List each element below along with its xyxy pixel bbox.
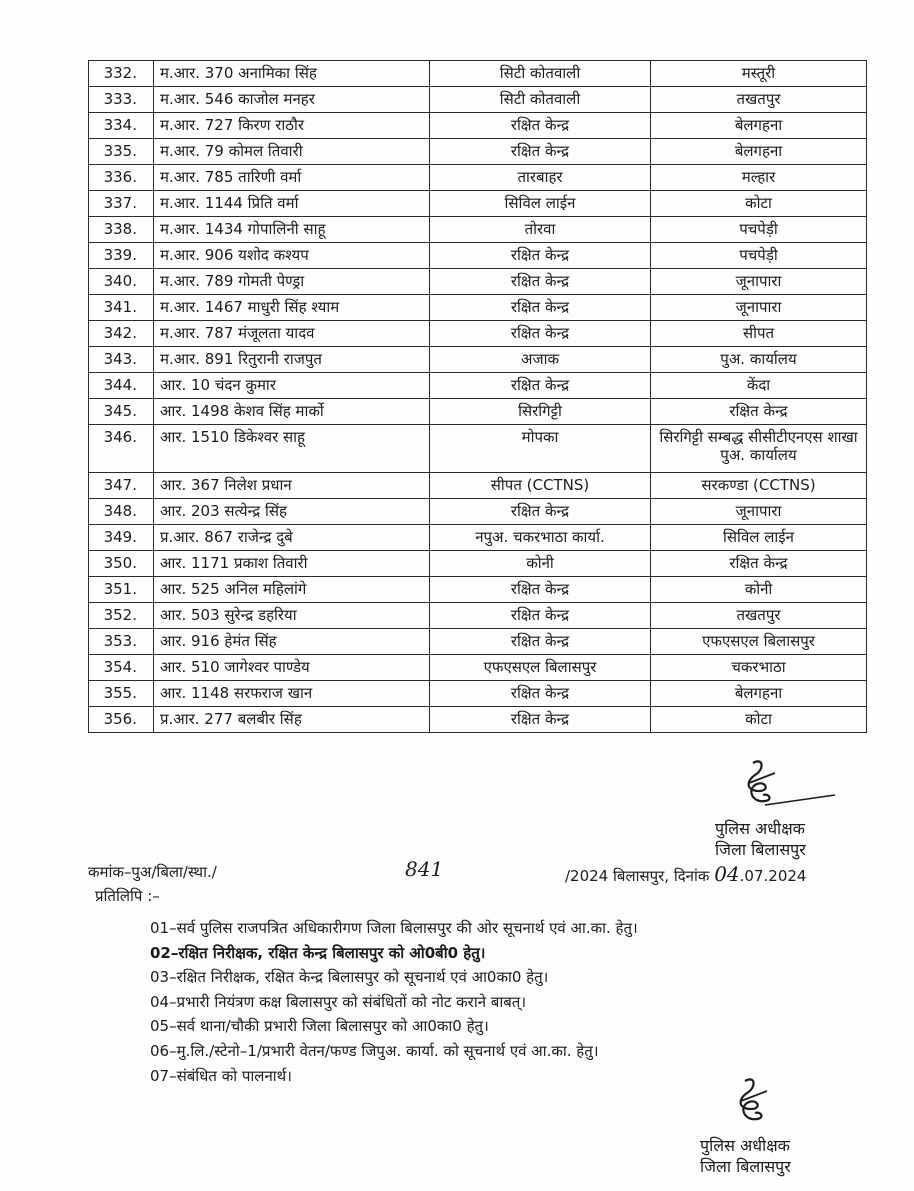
serial-number: 333. xyxy=(89,87,154,113)
employee-name: म.आर. 891 रितुरानी राजपुत xyxy=(154,347,430,373)
table-row xyxy=(89,603,867,629)
current-posting: सिटी कोतवाली xyxy=(430,61,651,87)
employee-name: म.आर. 79 कोमल तिवारी xyxy=(154,139,430,165)
serial-number: 353. xyxy=(89,629,154,655)
current-posting: रक्षित केन्द्र xyxy=(430,321,651,347)
new-posting: जूनापारा xyxy=(651,295,867,321)
new-posting: पुअ. कार्यालय xyxy=(651,347,867,373)
signature-block-2 xyxy=(700,1135,791,1177)
current-posting: रक्षित केन्द्र xyxy=(430,373,651,399)
copy-item: 03–रक्षित निरीक्षक, रक्षित केन्द्र बिलासपुर को सूचनार्थ एवं आ0का0 हेतु। xyxy=(150,968,549,987)
current-posting: रक्षित केन्द्र xyxy=(430,603,651,629)
table-row xyxy=(89,473,867,499)
copy-list xyxy=(150,916,638,1088)
table-row xyxy=(89,399,867,425)
employee-name: आर. 1171 प्रकाश तिवारी xyxy=(154,551,430,577)
employee-name: म.आर. 546 काजोल मनहर xyxy=(154,87,430,113)
date-prefix: /2024 बिलासपुर, दिनांक xyxy=(565,867,710,885)
copy-item: 06–मु.लि./स्टेनो–1/प्रभारी वेतन/फण्ड जिपुअ. कार्या. को सूचनार्थ एवं आ.का. हेतु। xyxy=(150,1041,599,1060)
new-posting: पचपेड़ी xyxy=(651,217,867,243)
signatory-district: जिला बिलासपुर xyxy=(715,840,806,859)
current-posting: एफएसएल बिलासपुर xyxy=(430,655,651,681)
serial-number: 340. xyxy=(89,269,154,295)
new-posting: बेलगहना xyxy=(651,681,867,707)
employee-name: म.आर. 727 किरण राठौर xyxy=(154,113,430,139)
serial-number: 341. xyxy=(89,295,154,321)
employee-name: म.आर. 1144 प्रिति वर्मा xyxy=(154,191,430,217)
employee-name: प्र.आर. 867 राजेन्द्र दुबे xyxy=(154,525,430,551)
employee-name: आर. 10 चंदन कुमार xyxy=(154,373,430,399)
serial-number: 338. xyxy=(89,217,154,243)
table-row xyxy=(89,61,867,87)
table-row xyxy=(89,373,867,399)
current-posting: तोरवा xyxy=(430,217,651,243)
current-posting: सिटी कोतवाली xyxy=(430,87,651,113)
serial-number: 337. xyxy=(89,191,154,217)
employee-name: आर. 203 सत्येन्द्र सिंह xyxy=(154,499,430,525)
new-posting: बेलगहना xyxy=(651,139,867,165)
table-row xyxy=(89,191,867,217)
serial-number: 354. xyxy=(89,655,154,681)
employee-name: आर. 1510 डिकेश्वर साहू xyxy=(154,425,430,473)
table-row xyxy=(89,321,867,347)
signatory-district: जिला बिलासपुर xyxy=(700,1157,791,1176)
new-posting: रक्षित केन्द्र xyxy=(651,399,867,425)
new-posting: सिविल लाईन xyxy=(651,525,867,551)
employee-name: म.आर. 787 मंजूलता यादव xyxy=(154,321,430,347)
new-posting: मस्तूरी xyxy=(651,61,867,87)
new-posting: केंदा xyxy=(651,373,867,399)
table-row xyxy=(89,139,867,165)
employee-name: म.आर. 1467 माधुरी सिंह श्याम xyxy=(154,295,430,321)
copy-item: 05–सर्व थाना/चौकी प्रभारी जिला बिलासपुर को आ0का0 हेतु। xyxy=(150,1017,489,1036)
serial-number: 336. xyxy=(89,165,154,191)
new-posting: पचपेड़ी xyxy=(651,243,867,269)
serial-number: 356. xyxy=(89,707,154,733)
serial-number: 349. xyxy=(89,525,154,551)
signature-2 xyxy=(725,1075,815,1135)
table-row xyxy=(89,295,867,321)
serial-number: 334. xyxy=(89,113,154,139)
employee-name: प्र.आर. 277 बलबीर सिंह xyxy=(154,707,430,733)
current-posting: रक्षित केन्द्र xyxy=(430,707,651,733)
table-row xyxy=(89,217,867,243)
table-row xyxy=(89,551,867,577)
copy-item: 02–रक्षित निरीक्षक, रक्षित केन्द्र बिलासपुर को ओ0बी0 हेतु। xyxy=(150,943,486,962)
copy-heading: प्रतिलिपि :– xyxy=(95,887,160,905)
reference-number: 841 xyxy=(405,857,444,881)
employee-name: म.आर. 789 गोमती पेण्ड्रा xyxy=(154,269,430,295)
transfer-table xyxy=(88,60,867,733)
new-posting: रक्षित केन्द्र xyxy=(651,551,867,577)
copy-item: 01–सर्व पुलिस राजपत्रित अधिकारीगण जिला बिलासपुर की ओर सूचनार्थ एवं आ.का. हेतु। xyxy=(150,919,638,937)
table-row xyxy=(89,707,867,733)
new-posting: जूनापारा xyxy=(651,499,867,525)
current-posting: रक्षित केन्द्र xyxy=(430,681,651,707)
new-posting: तखतपुर xyxy=(651,603,867,629)
employee-name: म.आर. 1434 गोपालिनी साहू xyxy=(154,217,430,243)
serial-number: 352. xyxy=(89,603,154,629)
serial-number: 350. xyxy=(89,551,154,577)
new-posting: सीपत xyxy=(651,321,867,347)
current-posting: रक्षित केन्द्र xyxy=(430,295,651,321)
serial-number: 343. xyxy=(89,347,154,373)
serial-number: 346. xyxy=(89,425,154,473)
employee-name: आर. 1148 सरफराज खान xyxy=(154,681,430,707)
serial-number: 335. xyxy=(89,139,154,165)
new-posting: बेलगहना xyxy=(651,113,867,139)
current-posting: रक्षित केन्द्र xyxy=(430,499,651,525)
employee-name: म.आर. 370 अनामिका सिंह xyxy=(154,61,430,87)
reference-prefix: कमांक–पुअ/बिला/स्था./ xyxy=(88,863,217,881)
current-posting: रक्षित केन्द्र xyxy=(430,243,651,269)
employee-name: म.आर. 785 तारिणी वर्मा xyxy=(154,165,430,191)
current-posting: अजाक xyxy=(430,347,651,373)
new-posting: सरकण्डा (CCTNS) xyxy=(651,473,867,499)
current-posting: सिरगिट्टी xyxy=(430,399,651,425)
signature-1 xyxy=(735,755,845,815)
current-posting: नपुअ. चकरभाठा कार्या. xyxy=(430,525,651,551)
table-row xyxy=(89,87,867,113)
current-posting: रक्षित केन्द्र xyxy=(430,113,651,139)
table-row xyxy=(89,499,867,525)
table-row xyxy=(89,113,867,139)
current-posting: रक्षित केन्द्र xyxy=(430,577,651,603)
employee-name: आर. 1498 केशव सिंह मार्को xyxy=(154,399,430,425)
current-posting: सीपत (CCTNS) xyxy=(430,473,651,499)
serial-number: 348. xyxy=(89,499,154,525)
table-row xyxy=(89,629,867,655)
new-posting: जूनापारा xyxy=(651,269,867,295)
new-posting: कोटा xyxy=(651,191,867,217)
signatory-title: पुलिस अधीक्षक xyxy=(700,1136,790,1155)
table-row xyxy=(89,681,867,707)
copy-item: 04–प्रभारी नियंत्रण कक्ष बिलासपुर को संबंधितों को नोट कराने बाबत्। xyxy=(150,992,527,1011)
current-posting: रक्षित केन्द्र xyxy=(430,269,651,295)
serial-number: 339. xyxy=(89,243,154,269)
current-posting: मोपका xyxy=(430,425,651,473)
current-posting: कोनी xyxy=(430,551,651,577)
current-posting: रक्षित केन्द्र xyxy=(430,139,651,165)
serial-number: 347. xyxy=(89,473,154,499)
employee-name: आर. 367 निलेश प्रधान xyxy=(154,473,430,499)
table-row xyxy=(89,655,867,681)
new-posting: मल्हार xyxy=(651,165,867,191)
copy-item: 07–संबंधित को पालनार्थ। xyxy=(150,1066,292,1085)
signature-block-1 xyxy=(715,818,806,860)
table-row xyxy=(89,347,867,373)
employee-name: आर. 525 अनिल महिलांगे xyxy=(154,577,430,603)
current-posting: सिविल लाईन xyxy=(430,191,651,217)
new-posting: एफएसएल बिलासपुर xyxy=(651,629,867,655)
date-suffix: .07.2024 xyxy=(739,867,807,885)
new-posting: कोटा xyxy=(651,707,867,733)
employee-name: आर. 916 हेमंत सिंह xyxy=(154,629,430,655)
serial-number: 345. xyxy=(89,399,154,425)
current-posting: तारबाहर xyxy=(430,165,651,191)
serial-number: 342. xyxy=(89,321,154,347)
serial-number: 344. xyxy=(89,373,154,399)
new-posting: चकरभाठा xyxy=(651,655,867,681)
serial-number: 351. xyxy=(89,577,154,603)
table-row xyxy=(89,577,867,603)
table-row xyxy=(89,425,867,473)
employee-name: म.आर. 906 यशोद कश्यप xyxy=(154,243,430,269)
employee-name: आर. 510 जागेश्वर पाण्डेय xyxy=(154,655,430,681)
current-posting: रक्षित केन्द्र xyxy=(430,629,651,655)
reference-date xyxy=(565,862,806,886)
table-row xyxy=(89,243,867,269)
new-posting: सिरगिट्टी सम्बद्ध सीसीटीएनएस शाखा पुअ. कार्यालय xyxy=(651,425,867,473)
date-day: 04 xyxy=(714,862,740,886)
serial-number: 355. xyxy=(89,681,154,707)
table-row xyxy=(89,165,867,191)
serial-number: 332. xyxy=(89,61,154,87)
new-posting: कोनी xyxy=(651,577,867,603)
employee-name: आर. 503 सुरेन्द्र डहरिया xyxy=(154,603,430,629)
table-row xyxy=(89,525,867,551)
signatory-title: पुलिस अधीक्षक xyxy=(715,819,805,838)
new-posting: तखतपुर xyxy=(651,87,867,113)
table-row xyxy=(89,269,867,295)
